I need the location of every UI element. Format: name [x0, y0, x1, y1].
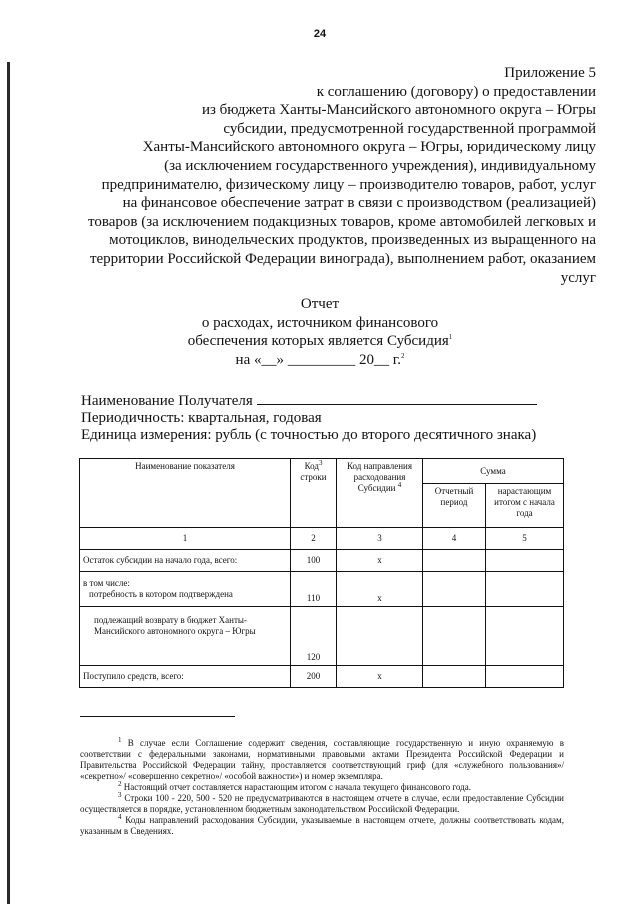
report-subtitle-line: о расходах, источником финансового — [201, 314, 439, 331]
appendix-line: (за исключением государственного учреждения), индивидуальному — [164, 157, 596, 174]
footnote-ref: 1 — [448, 333, 453, 342]
appendix-line: территории Российской Федерации винограда), выполнением работ, оказанием — [89, 250, 596, 267]
row-direction: х — [337, 666, 423, 688]
column-number: 4 — [423, 528, 486, 550]
value-cell — [423, 607, 486, 666]
appendix-line: услуг — [560, 269, 596, 286]
appendix-line: товаров (за исключением подакцизных товаров, кроме автомобилей легковых и — [88, 213, 596, 230]
table-header-row — [80, 459, 564, 484]
value-cell — [423, 550, 486, 572]
column-number: 3 — [337, 528, 423, 550]
report-title-block — [0, 295, 640, 369]
header-sum: Сумма — [423, 459, 564, 484]
value-cell — [423, 572, 486, 607]
table-row — [80, 666, 564, 688]
row-code: 200 — [291, 666, 337, 688]
report-title: Отчет — [300, 296, 340, 312]
footnote-ref: 2 — [400, 351, 405, 360]
report-subtitle-line: обеспечения которых является Субсидия$^1$ — [187, 333, 453, 350]
row-name: в том числе: потребность в котором подтверждена — [80, 572, 291, 607]
table-row — [80, 607, 564, 666]
recipient-line: Наименование Получателя — [81, 392, 537, 410]
appendix-title: Приложение 5 — [504, 65, 596, 81]
row-name: подлежащий возврату в бюджет Ханты-Мансийского автономного округа – Югры — [80, 607, 291, 666]
value-cell — [423, 666, 486, 688]
footnote: $^2$ Настоящий отчет составляется нарастающим итогом с начала текущего финансового года. — [118, 780, 471, 792]
footnote: $^1$ В случае если Соглашение содержит сведения, составляющие государственную и иную охраняемую в соответствии с федеральными законами, нормативными правовыми актами Президента Российской Федерации и Правительства Российской Федерации тайну, проставляется соответствующий гриф (для «служебного пользования»/ «секретно»/ «совершенно секретно»/ «особой важности») и номер экземпляра. — [80, 736, 565, 781]
header-period: Отчетный период — [423, 484, 486, 528]
appendix-line: на финансовое обеспечение затрат в связи с производством (реализацией) — [122, 195, 596, 212]
column-number: 1 — [80, 528, 291, 550]
appendix-line: мотоциклов, винодельческих продуктов, произведенных из выращенного на — [109, 232, 596, 249]
page-number: 24 — [313, 28, 327, 40]
appendix-line: к соглашению (договору) о предоставлении — [316, 83, 596, 100]
footnotes — [80, 738, 564, 837]
header-cumulative: нарастающим итогом с начала года — [486, 484, 564, 528]
table-row — [80, 572, 564, 607]
row-direction: х — [337, 550, 423, 572]
periodicity-line: Периодичность: квартальная, годовая — [81, 410, 322, 426]
report-table — [79, 458, 564, 688]
row-name: Остаток субсидии на начало года, всего: — [80, 550, 291, 572]
unit-line: Единица измерения: рубль (с точностью до второго десятичного знака) — [81, 427, 537, 443]
footnote: $^4$ Коды направлений расходования Субсидии, указываемые в настоящем отчете, должны соответствовать кодам, указанным в Сведениях. — [80, 813, 565, 836]
row-direction: х — [337, 572, 423, 607]
column-number: 5 — [486, 528, 564, 550]
row-direction — [337, 607, 423, 666]
row-code: 100 — [291, 550, 337, 572]
value-cell — [486, 572, 564, 607]
recipient-blank — [257, 392, 537, 405]
report-meta — [81, 392, 537, 444]
appendix-line: из бюджета Ханты-Мансийского автономного округа – Югры — [201, 102, 596, 119]
footnote-divider — [80, 716, 235, 717]
value-cell — [486, 607, 564, 666]
table-numbering-row — [80, 528, 564, 550]
value-cell — [486, 550, 564, 572]
header-direction: Код направления расходования Субсидии $^4$ — [337, 459, 423, 528]
row-name: Поступило средств, всего: — [80, 666, 291, 688]
table-row — [80, 550, 564, 572]
appendix-line: субсидии, предусмотренной государственной программой — [223, 120, 596, 137]
value-cell — [486, 666, 564, 688]
column-number: 2 — [291, 528, 337, 550]
page-margin-bar — [7, 62, 10, 904]
appendix-line: Ханты-Мансийского автономного округа – Югры, юридическому лицу — [142, 139, 596, 156]
appendix-line: предпринимателю, физическому лицу – производителю товаров, работ, услуг — [101, 176, 596, 193]
report-date-line: на «__» _________ 20__ г.$^2$ — [235, 351, 405, 368]
footnote: $^3$ Строки 100 - 220, 500 - 520 не предусматриваются в настоящем отчете в случае, если предоставление Субсидии осуществляется в порядке, установленном бюджетным законодательством Российской Федерации. — [80, 791, 564, 814]
header-name: Наименование показателя — [80, 459, 291, 528]
row-code: 110 — [291, 572, 337, 607]
appendix-header — [36, 64, 596, 287]
header-code: Код$^3$ строки — [291, 459, 337, 528]
row-code: 120 — [291, 607, 337, 666]
